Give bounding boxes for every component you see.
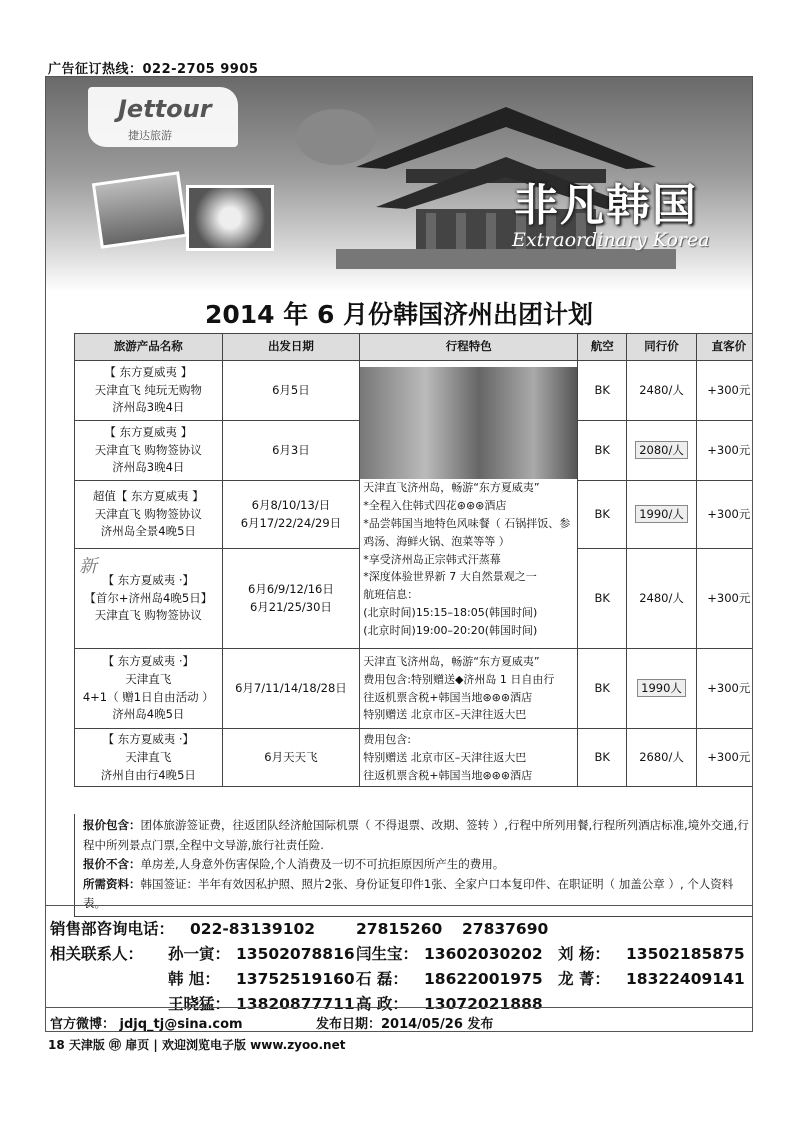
landscape-photo xyxy=(92,171,188,249)
product-name: 【 东方夏威夷 ·】 天津直飞 济州自由行4晚5日 xyxy=(75,729,223,787)
departure-date: 6月7/11/14/18/28日 xyxy=(222,649,360,729)
airline: BK xyxy=(578,549,627,649)
departure-date: 6月8/10/13/日 6月17/22/24/29日 xyxy=(222,481,360,549)
departure-date: 6月6/9/12/16日 6月21/25/30日 xyxy=(222,549,360,649)
price-notes xyxy=(74,814,753,917)
banner-subtitle: Extraordinary Korea xyxy=(512,229,710,251)
people-label: 相关联系人： xyxy=(50,945,144,963)
contact-name: 龙 菁： xyxy=(558,970,610,988)
peer-price: 2480/人 xyxy=(627,361,696,421)
contact-phone: 13072021888 xyxy=(424,995,543,1013)
shared-features-cell: 天津直飞济州岛，畅游“东方夏威夷” *全程入住韩式四花⊛⊛⊛酒店 *品尝韩国当地特色风味餐（ 石锅拌饭、参鸡汤、海鲜火锅、泡菜等等 ） *享受济州岛正宗韩式汗蒸幕 *深度体验世界新 7 大自然景观之一 航班信息： (北京时间)15:15–18:05(韩国时间) (北京时间)19:00–20:20(韩国时间) xyxy=(360,361,578,649)
contact-phone: 13502185875 xyxy=(626,945,745,963)
product-name: 新 【 东方夏威夷 ·】 【首尔+济州岛4晚5日】 天津直飞 购物签协议 xyxy=(75,549,223,649)
food-photo xyxy=(360,367,577,479)
product-name: 【 东方夏威夷 】 天津直飞 纯玩无购物 济州岛3晚4日 xyxy=(75,361,223,421)
divider xyxy=(46,905,752,906)
table-row xyxy=(75,729,754,787)
note-excluded: 报价不含：单房差,人身意外伤害保险,个人消费及一切不可抗拒原因所产生的费用。 xyxy=(83,857,505,872)
product-name: 超值【 东方夏威夷 】 天津直飞 购物签协议 济州岛全景4晚5日 xyxy=(75,481,223,549)
col-header-airline: 航空 xyxy=(578,334,627,361)
banner xyxy=(46,77,752,292)
airline: BK xyxy=(578,649,627,729)
sales-phone: 27815260 xyxy=(356,920,443,938)
page-title: 2014 年 6 月份韩国济州出团计划 xyxy=(204,300,594,329)
note-required-docs: 所需资料：韩国签证：半年有效因私护照、照片2张、身份证复印件1张、全家户口本复印件、在职证明（ 加盖公章 ）, 个人资料表。 xyxy=(83,876,734,911)
contact-name: 石 磊： xyxy=(356,970,408,988)
note-included: 报价包含：团体旅游签证费，往返团队经济舱国际机票（ 不得退票、改期、签转 ）,行程中所列用餐,行程所列酒店标准,境外交通,行程中所列景点门票,全程中文导游,旅行社责任险. xyxy=(83,818,749,852)
advertisement-frame xyxy=(45,76,753,1032)
contact-name: 高 政： xyxy=(356,995,408,1013)
product-name: 【 东方夏威夷 ·】 天津直飞 4+1（ 赠1日自由活动 ） 济州岛4晚5日 xyxy=(75,649,223,729)
logo-wordmark: Jettour xyxy=(118,95,212,123)
publish-date: 发布日期：2014/05/26 发布 xyxy=(316,1017,494,1032)
product-name: 【 东方夏威夷 】 天津直飞 购物签协议 济州岛3晚4日 xyxy=(75,421,223,481)
contact-phone: 18322409141 xyxy=(626,970,745,988)
departure-date: 6月天天飞 xyxy=(222,729,360,787)
direct-price: +300元 xyxy=(696,729,753,787)
sales-phone: 27837690 xyxy=(462,920,549,938)
airline: BK xyxy=(578,481,627,549)
features-cell: 费用包含: 特别赠送 北京市区–天津往返大巴 往返机票含税+韩国当地⊛⊛⊛酒店 xyxy=(360,729,578,787)
contact-phone: 18622001975 xyxy=(424,970,543,988)
peer-price: 1990/人 xyxy=(627,481,696,549)
ad-hotline: 广告征订热线：022-2705 9905 xyxy=(48,62,259,77)
departure-date: 6月3日 xyxy=(222,421,360,481)
direct-price: +300元 xyxy=(696,481,753,549)
direct-price: +300元 xyxy=(696,421,753,481)
peer-price: 2680/人 xyxy=(627,729,696,787)
col-header-features: 行程特色 xyxy=(360,334,578,361)
contact-phone: 13502078816 xyxy=(236,945,355,963)
sales-label: 销售部咨询电话： xyxy=(50,920,175,938)
page-footer: 18 天津版 ㊞ 扉页 | 欢迎浏览电子版 www.zyoo.net xyxy=(48,1038,346,1052)
direct-price: +300元 xyxy=(696,361,753,421)
logo-subtitle: 捷达旅游 xyxy=(128,129,172,142)
features-cell: 天津直飞济州岛，畅游“东方夏威夷” 费用包含:特别赠送◆济州岛 1 日自由行 往返机票含税+韩国当地⊛⊛⊛酒店 特别赠送 北京市区–天津往返大巴 xyxy=(360,649,578,729)
table-row xyxy=(75,649,754,729)
new-badge: 新 xyxy=(79,556,97,577)
sales-phone: 022-83139102 xyxy=(190,920,316,938)
contact-name: 刘 杨： xyxy=(558,945,610,963)
direct-price: +300元 xyxy=(696,549,753,649)
peer-price: 2080/人 xyxy=(627,421,696,481)
banner-title: 非凡韩国 xyxy=(514,180,698,231)
airline: BK xyxy=(578,421,627,481)
table-header-row xyxy=(75,334,754,361)
departure-date: 6月5日 xyxy=(222,361,360,421)
col-header-product: 旅游产品名称 xyxy=(75,334,223,361)
dancer-photo xyxy=(186,185,274,251)
tour-schedule-table xyxy=(74,333,753,787)
contact-name: 韩 旭： xyxy=(168,970,220,988)
peer-price: 1990人 xyxy=(627,649,696,729)
contact-name: 王晓猛： xyxy=(168,995,231,1013)
airline: BK xyxy=(578,729,627,787)
peer-price: 2480/人 xyxy=(627,549,696,649)
airline: BK xyxy=(578,361,627,421)
jettour-logo xyxy=(88,87,238,147)
direct-price: +300元 xyxy=(696,649,753,729)
contact-name: 闫生宝： xyxy=(356,945,419,963)
official-weibo: 官方微博： jdjq_tj@sina.com xyxy=(50,1017,243,1032)
table-row xyxy=(75,361,754,421)
contact-name: 孙一寅： xyxy=(168,945,231,963)
col-header-peer-price: 同行价 xyxy=(627,334,696,361)
divider xyxy=(46,1007,752,1008)
col-header-direct-price: 直客价 xyxy=(696,334,753,361)
contact-phone: 13602030202 xyxy=(424,945,543,963)
contact-phone: 13820877711 xyxy=(236,995,355,1013)
contact-phone: 13752519160 xyxy=(236,970,355,988)
col-header-date: 出发日期 xyxy=(222,334,360,361)
